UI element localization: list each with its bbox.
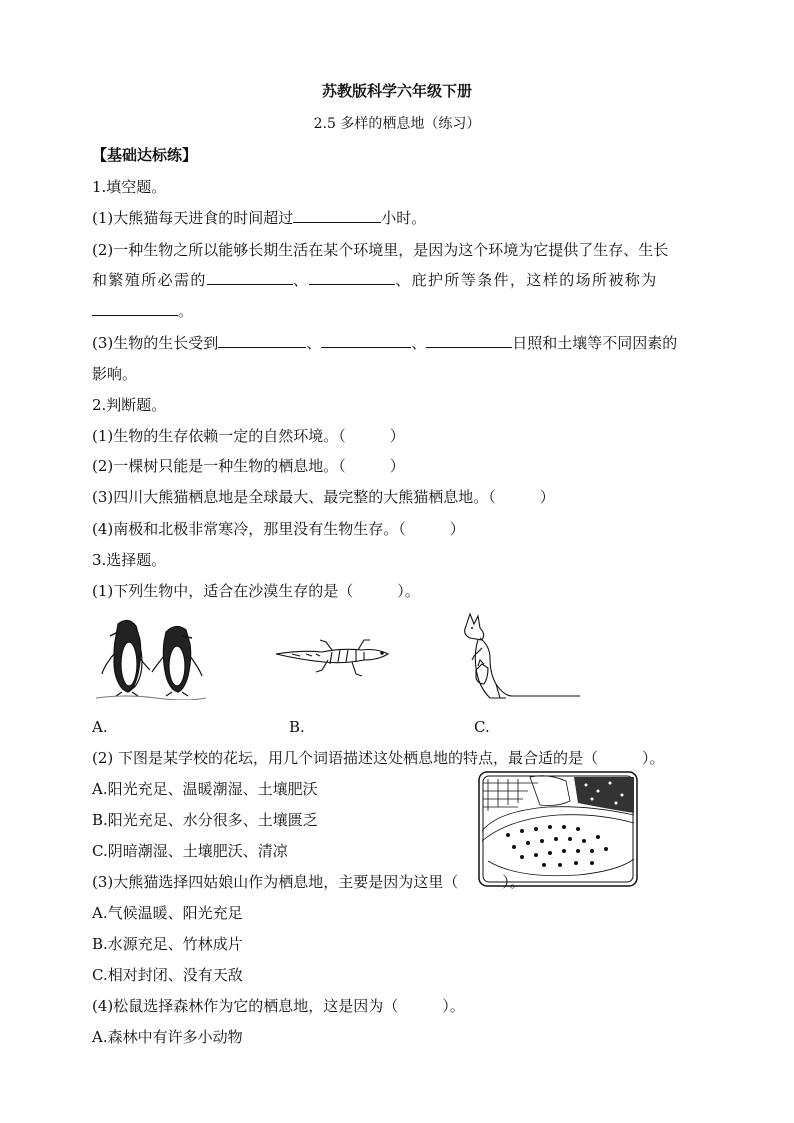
q2-item bbox=[92, 426, 405, 446]
paren-close: ）。 bbox=[642, 749, 665, 767]
q3-3-option-c[interactable]: C.相对封闭、没有天敌 bbox=[92, 966, 243, 984]
answer-blank[interactable] bbox=[309, 270, 395, 285]
q3-4-text: (4)松鼠选择森林作为它的栖息地，这是因为（ bbox=[92, 997, 399, 1015]
option-label-c[interactable]: C. bbox=[474, 718, 490, 736]
q2-item bbox=[92, 487, 555, 507]
paren-close: ） bbox=[449, 520, 465, 538]
option-label-b[interactable]: B. bbox=[289, 718, 305, 736]
paren-close: ） bbox=[389, 427, 405, 445]
q1-item-3-line2: 影响。 bbox=[92, 365, 138, 383]
q3-1-text: (1)下列生物中，适合在沙漠生存的是（ bbox=[92, 582, 354, 600]
paren-close: ）。 bbox=[397, 582, 420, 600]
q2-item-text: (1)生物的生存依赖一定的自然环境。（ bbox=[92, 427, 346, 445]
q3-1-stem bbox=[92, 581, 420, 601]
answer-blank[interactable] bbox=[426, 333, 512, 348]
q1-2-end: 。 bbox=[178, 302, 194, 320]
q1-1-post: 小时。 bbox=[381, 209, 427, 227]
q1-item-2-line2 bbox=[92, 270, 658, 290]
q3-4-option-a[interactable]: A.森林中有许多小动物 bbox=[92, 1028, 243, 1046]
q1-3-text: (3)生物的生长受到 bbox=[92, 334, 219, 352]
q3-3-option-a[interactable]: A.气候温暖、阳光充足 bbox=[92, 904, 243, 922]
option-label-a[interactable]: A. bbox=[92, 718, 108, 736]
separator: 、 bbox=[411, 334, 427, 352]
q2-item bbox=[92, 519, 465, 539]
kangaroo-image bbox=[456, 612, 582, 704]
q3-3-stem bbox=[92, 872, 525, 892]
q1-2-text: 和繁殖所必需的 bbox=[92, 271, 207, 289]
paren-close: ） bbox=[539, 488, 555, 506]
q2-item-text: (2)一棵树只能是一种生物的栖息地。（ bbox=[92, 457, 346, 475]
flower-bed-image bbox=[478, 771, 638, 887]
q1-heading: 1.填空题。 bbox=[92, 178, 167, 196]
lizard-image bbox=[272, 634, 392, 680]
q1-3-post: 日照和土壤等不同因素的 bbox=[512, 334, 678, 352]
page-title: 苏教版科学六年级下册 bbox=[321, 82, 472, 100]
separator: 、 bbox=[306, 334, 322, 352]
q3-3-text: (3)大熊猫选择四姑娘山作为栖息地，主要是因为这里（ bbox=[92, 873, 459, 891]
q2-item bbox=[92, 456, 405, 476]
separator: 、 bbox=[292, 271, 310, 289]
section-heading: 【基础达标练】 bbox=[92, 146, 198, 164]
answer-blank[interactable] bbox=[92, 301, 178, 316]
q3-2-option-a[interactable]: A.阳光充足、温暖潮湿、土壤肥沃 bbox=[92, 780, 318, 798]
q3-heading: 3.选择题。 bbox=[92, 551, 167, 569]
q2-heading: 2.判断题。 bbox=[92, 396, 167, 414]
answer-blank[interactable] bbox=[293, 208, 381, 223]
paren-close: ） bbox=[389, 457, 405, 475]
q3-2-stem bbox=[92, 748, 665, 768]
q1-item-1 bbox=[92, 208, 426, 228]
q3-4-stem bbox=[92, 996, 465, 1016]
q1-2-post: 、庇护所等条件，这样的场所被称为 bbox=[395, 271, 658, 289]
q3-3-option-b[interactable]: B.水源充足、竹林成片 bbox=[92, 935, 243, 953]
penguins-image bbox=[96, 614, 206, 700]
q1-item-2-line1: (2)一种生物之所以能够长期生活在某个环境里，是因为这个环境为它提供了生存、生长 bbox=[92, 241, 669, 259]
q3-2-text: (2) 下图是某学校的花坛，用几个词语描述这处栖息地的特点，最合适的是（ bbox=[92, 749, 599, 767]
answer-blank[interactable] bbox=[218, 333, 306, 348]
q3-2-option-c[interactable]: C.阴暗潮湿、土壤肥沃、清凉 bbox=[92, 842, 288, 860]
q3-2-option-b[interactable]: B.阳光充足、水分很多、土壤匮乏 bbox=[92, 811, 318, 829]
answer-blank[interactable] bbox=[207, 270, 293, 285]
q2-item-text: (4)南极和北极非常寒冷，那里没有生物生存。（ bbox=[92, 520, 406, 538]
page-subtitle: 2.5 多样的栖息地（练习） bbox=[313, 116, 481, 132]
paren-close: ）。 bbox=[442, 997, 465, 1015]
q2-item-text: (3)四川大熊猫栖息地是全球最大、最完整的大熊猫栖息地。（ bbox=[92, 488, 496, 506]
paren-close: ）。 bbox=[502, 873, 525, 891]
q1-item-3 bbox=[92, 333, 677, 353]
q1-item-2-line3 bbox=[92, 301, 193, 321]
answer-blank[interactable] bbox=[321, 333, 411, 348]
q1-1-text: (1)大熊猫每天进食的时间超过 bbox=[92, 209, 294, 227]
